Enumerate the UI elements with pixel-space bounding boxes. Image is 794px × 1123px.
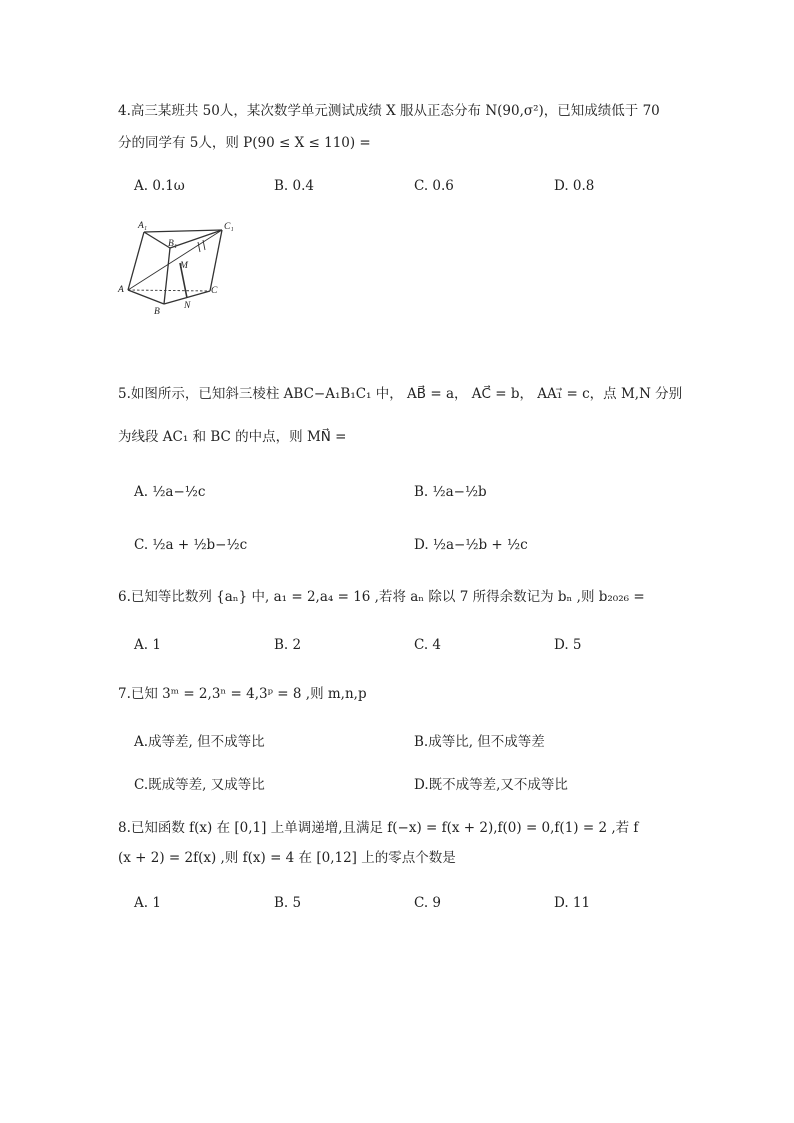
q7-option-b: B.成等比, 但不成等差: [414, 734, 545, 750]
q5-option-c: C. ½a + ½b−½c: [134, 537, 248, 553]
q6-option-c: C. 4: [414, 637, 442, 653]
q4-option-d: D. 0.8: [554, 178, 595, 194]
edge-b1-c1: [170, 230, 222, 248]
edge-a1-b1: [144, 232, 170, 248]
q8-option-c: C. 9: [414, 895, 442, 911]
q5-option-b: B. ½a−½b: [414, 484, 487, 500]
q7-stem-line1: 7.已知 3ᵐ = 2,3ⁿ = 4,3ᵖ = 8 ,则 m,n,p: [118, 686, 367, 702]
q8-stem-line2: (x + 2) = 2f(x) ,则 f(x) = 4 在 [0,12] 上的零点个数是: [118, 850, 456, 866]
prism-figure: [116, 216, 248, 322]
q5-stem-line2: 为线段 AC₁ 和 BC 的中点，则 MN⃗ =: [118, 429, 347, 445]
q5-option-d: D. ½a−½b + ½c: [414, 537, 528, 553]
edge-c1-c: [210, 230, 222, 291]
q7-option-c: C.既成等差, 又成等比: [134, 777, 265, 793]
edge-a1-c1: [144, 230, 222, 232]
q4-stem-line2: 分的同学有 5人，则 P(90 ≤ X ≤ 110) =: [118, 135, 371, 151]
label-c: C: [211, 286, 218, 296]
q7-option-d: D.既不成等差,又不成等比: [414, 777, 568, 793]
edge-b1-b: [164, 248, 170, 304]
q5-stem-line1: 5.如图所示，已知斜三棱柱 ABC−A₁B₁C₁ 中， AB⃗ = a， AC⃗ = b， AA₁⃗ = c，点 M,N 分别: [118, 386, 683, 402]
q6-option-d: D. 5: [554, 637, 582, 653]
q8-option-d: D. 11: [554, 895, 591, 911]
q4-option-c: C. 0.6: [414, 178, 454, 194]
q4-stem-line1: 4.高三某班共 50人，某次数学单元测试成绩 X 服从正态分布 N(90,σ²)，已知成绩低于 70: [118, 103, 660, 119]
q6-option-a: A. 1: [134, 637, 161, 653]
q4-option-b: B. 0.4: [274, 178, 314, 194]
label-b1: B₁: [168, 239, 178, 249]
edge-a-b: [128, 290, 164, 304]
label-m: M: [180, 261, 188, 271]
q8-stem-line1: 8.已知函数 f(x) 在 [0,1] 上单调递增,且满足 f(−x) = f(x + 2),f(0) = 0,f(1) = 2 ,若 f: [118, 820, 639, 836]
q8-option-b: B. 5: [274, 895, 302, 911]
label-n: N: [184, 301, 191, 311]
q6-stem-line1: 6.已知等比数列 {aₙ} 中, a₁ = 2,a₄ = 16 ,若将 aₙ 除以 7 所得余数记为 bₙ ,则 b₂₀₂₆ =: [118, 589, 645, 605]
label-c1: C₁: [224, 222, 234, 232]
q5-option-a: A. ½a−½c: [134, 484, 206, 500]
label-a1: A₁: [138, 221, 148, 231]
q4-option-a: A. 0.1ω: [134, 178, 185, 194]
q8-option-a: A. 1: [134, 895, 161, 911]
label-a: A: [118, 285, 124, 295]
q7-option-a: A.成等差, 但不成等比: [134, 734, 265, 750]
q6-option-b: B. 2: [274, 637, 302, 653]
hidden-edge-a-c: [128, 290, 210, 291]
label-b: B: [154, 307, 160, 317]
tick-mark-1: [198, 242, 200, 252]
